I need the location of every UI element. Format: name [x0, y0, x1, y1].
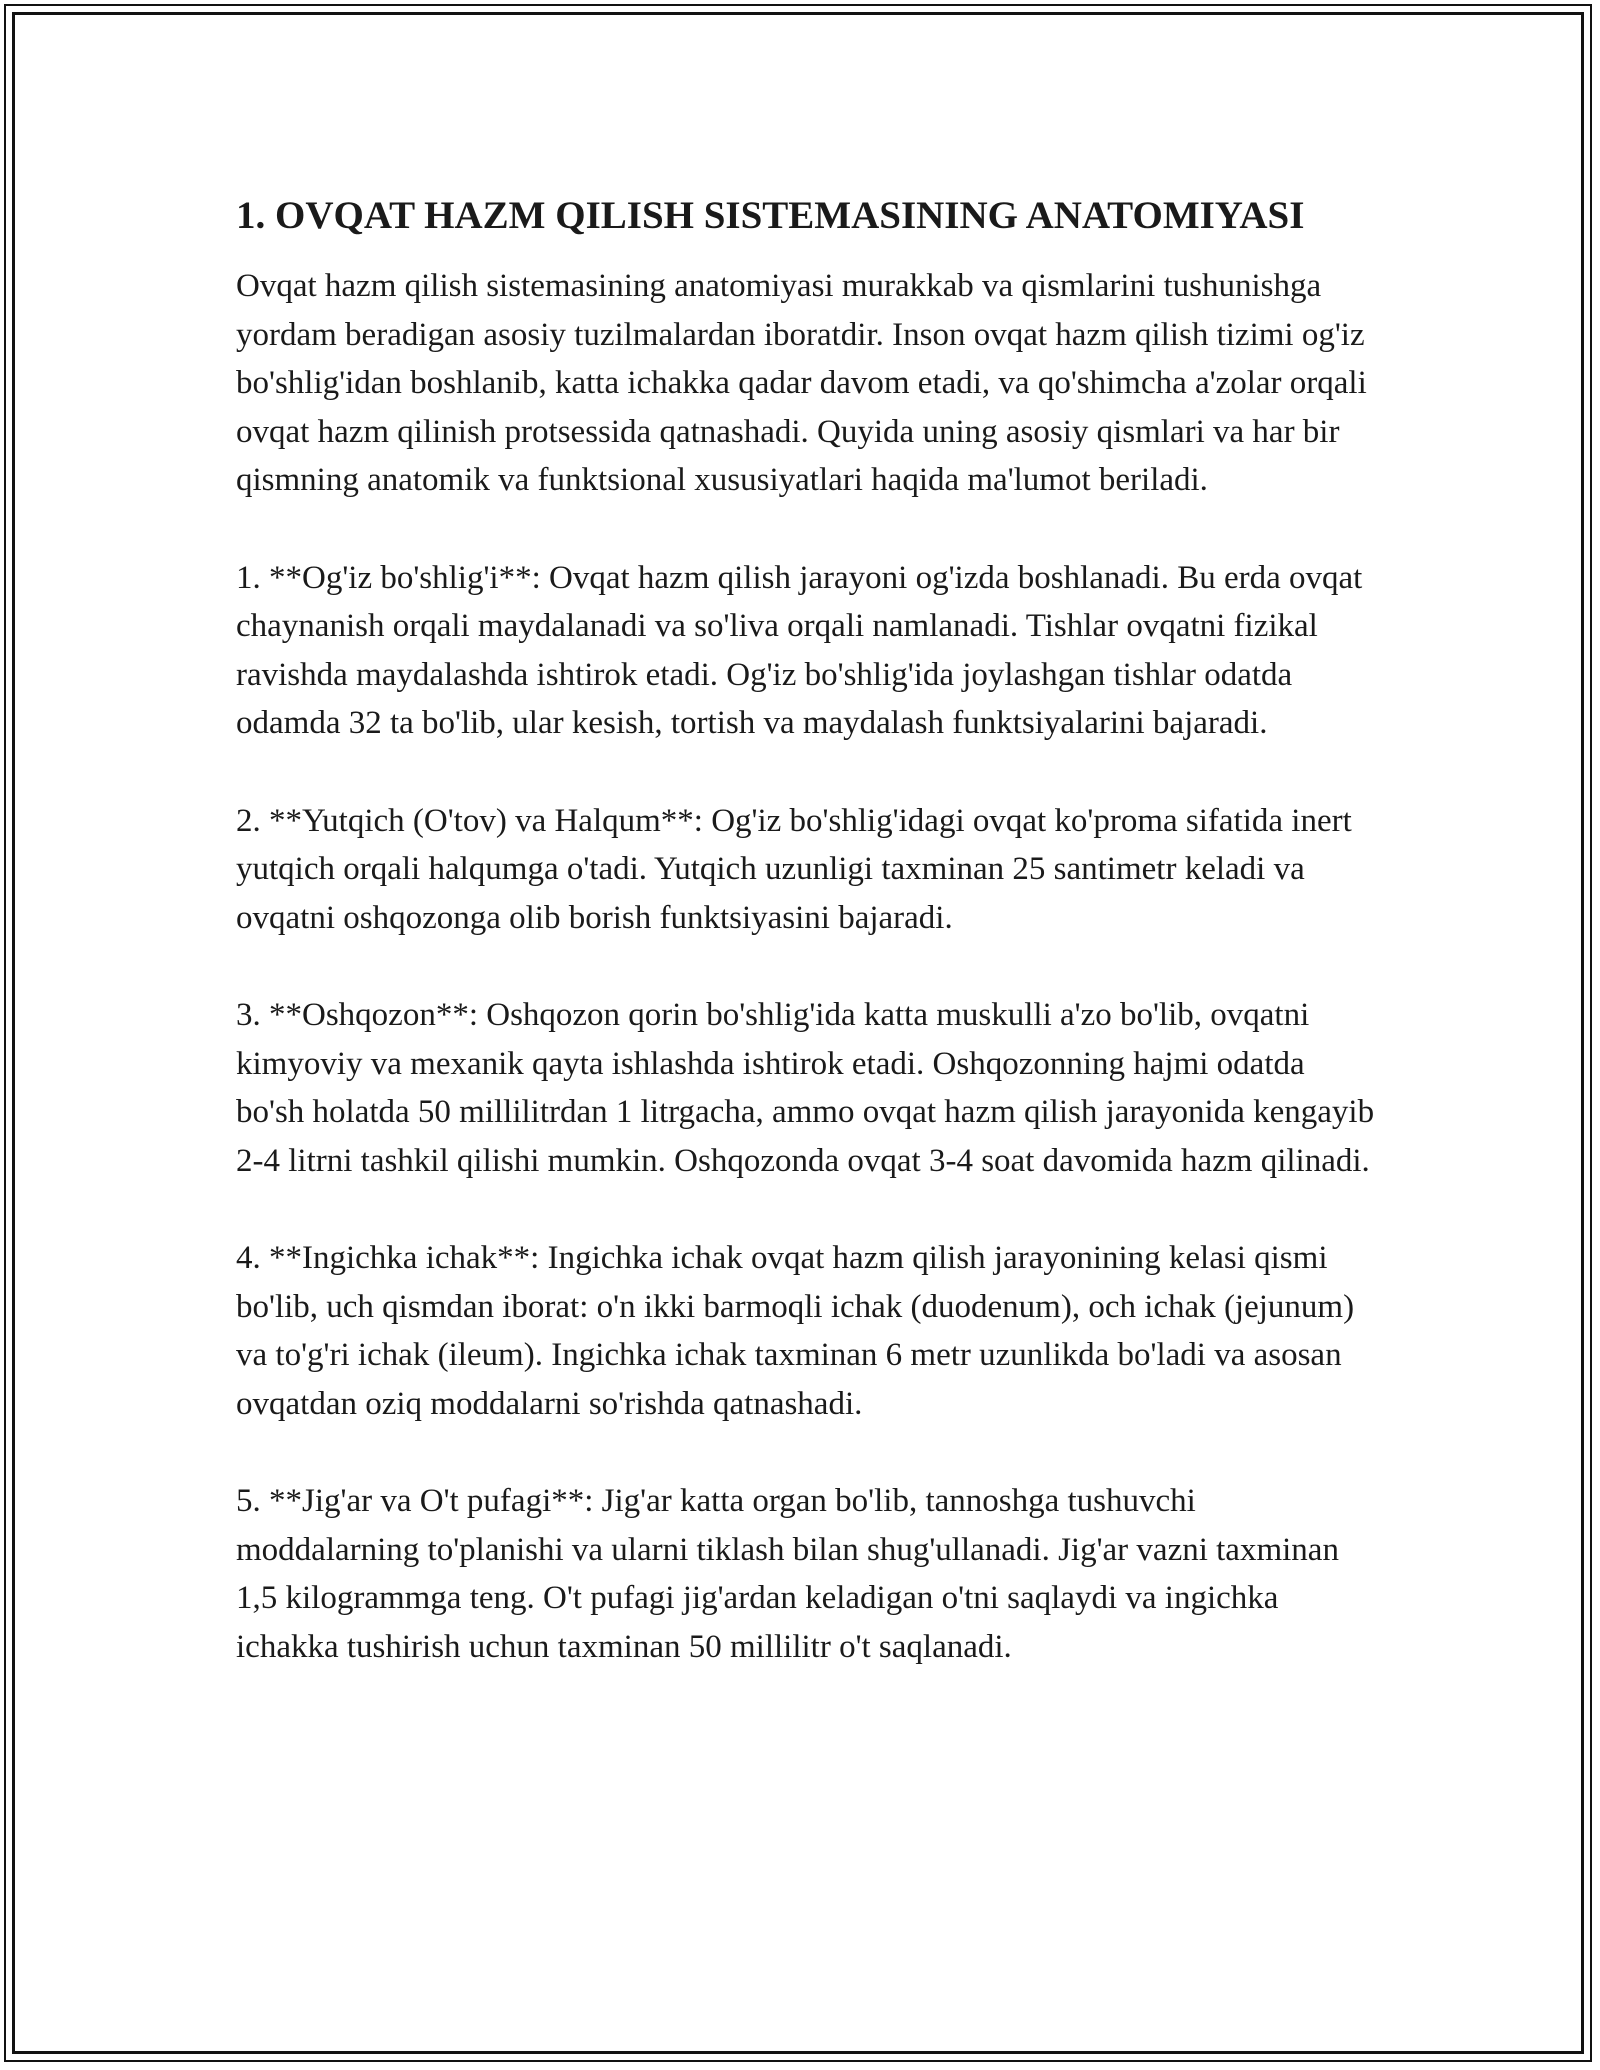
section-paragraph-3: 3. **Oshqozon**: Oshqozon qorin bo'shlig'ida katta muskulli a'zo bo'lib, ovqatni kimyoviy va mexanik qayta ishlashda ishtirok etadi. Oshqozonning hajmi odatda bo'sh holatda 50 millilitrdan 1 litrgacha, ammo ovqat hazm qilish jarayonida kengayib 2-4 litrni tashkil qilishi mumkin. Oshqozonda ovqat 3-4 soat davomida hazm qilinadi. [236, 997, 1375, 1179]
section-paragraph-1: 1. **Og'iz bo'shlig'i**: Ovqat hazm qilish jarayoni og'izda boshlanadi. Bu erda ovqat chaynanish orqali maydalanadi va so'liva orqali namlanadi. Tishlar ovqatni fizikal ravishda maydalashda ishtirok etadi. Og'iz bo'shlig'ida joylashgan tishlar odatda odamda 32 ta bo'lib, ular kesish, tortish va maydalash funktsiyalarini bajaradi. [236, 559, 1363, 741]
document-title: 1. OVQAT HAZM QILISH SISTEMASINING ANATOMIYASI [236, 194, 1305, 237]
section-paragraph-4: 4. **Ingichka ichak**: Ingichka ichak ovqat hazm qilish jarayonining kelasi qismi bo'lib, uch qismdan iborat: o'n ikki barmoqli ichak (duodenum), och ichak (jejunum) va to'g'ri ichak (ileum). Ingichka ichak taxminan 6 metr uzunlikda bo'ladi va asosan ovqatdan oziq moddalarni so'rishda qatnashadi. [236, 1240, 1355, 1422]
document-body [236, 188, 1376, 1720]
intro-paragraph: Ovqat hazm qilish sistemasining anatomiyasi murakkab va qismlarini tushunishga yordam beradigan asosiy tuzilmalardan iboratdir. Inson ovqat hazm qilish tizimi og'iz bo'shlig'idan boshlanib, katta ichakka qadar davom etadi, va qo'shimcha a'zolar orqali ovqat hazm qilinish protsessida qatnashadi. Quyida uning asosiy qismlari va har bir qismning anatomik va funktsional xususiyatlari haqida ma'lumot beriladi. [236, 268, 1367, 498]
section-paragraph-5: 5. **Jig'ar va O't pufagi**: Jig'ar katta organ bo'lib, tannoshga tushuvchi moddalarning to'planishi va ularni tiklash bilan shug'ullanadi. Jig'ar vazni taxminan 1,5 kilogrammga teng. O't pufagi jig'ardan keladigan o'tni saqlaydi va ingichka ichakka tushirish uchun taxminan 50 millilitr o't saqlanadi. [236, 1483, 1339, 1665]
section-paragraph-2: 2. **Yutqich (O'tov) va Halqum**: Og'iz bo'shlig'idagi ovqat ko'proma sifatida inert yutqich orqali halqumga o'tadi. Yutqich uzunligi taxminan 25 santimetr keladi va ovqatni oshqozonga olib borish funktsiyasini bajaradi. [236, 802, 1352, 936]
